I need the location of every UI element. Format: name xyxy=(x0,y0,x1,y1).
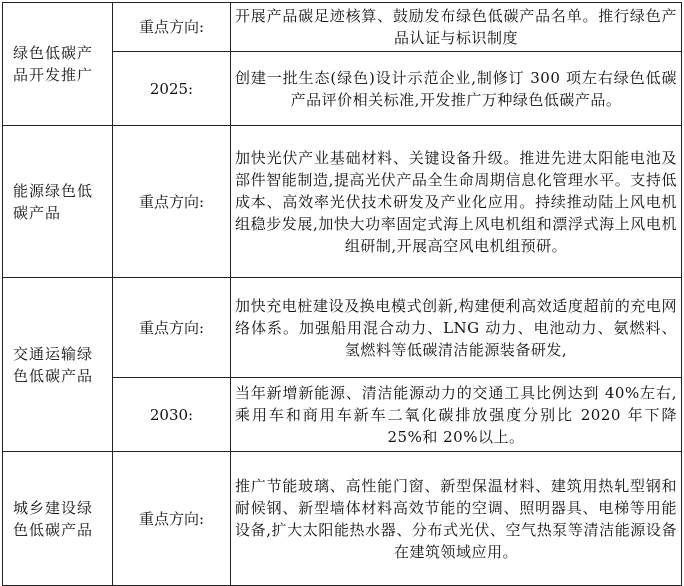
content-cell: 加快充电桩建设及换电模式创新,构建便利高效适度超前的充电网络体系。加强船用混合动力、LNG 动力、电池动力、氨燃料、氢燃料等低碳清洁能源装备研发, xyxy=(231,278,682,378)
table-row xyxy=(3,452,682,586)
category-cell: 能源绿色低碳产品 xyxy=(3,126,113,278)
category-cell: 绿色低碳产品开发推广 xyxy=(3,3,113,126)
direction-cell: 重点方向: xyxy=(113,3,231,52)
category-cell: 交通运输绿色低碳产品 xyxy=(3,278,113,452)
direction-cell: 重点方向: xyxy=(113,278,231,378)
content-cell: 当年新增新能源、清洁能源动力的交通工具比例达到 40%左右,乘用车和商用车新车二氧化碳排放强度分别比 2020 年下降 25%和 20%以上。 xyxy=(231,378,682,452)
direction-cell: 重点方向: xyxy=(113,126,231,278)
content-cell: 推广节能玻璃、高性能门窗、新型保温材料、建筑用热轧型钢和耐候钢、新型墙体材料高效节能的空调、照明器具、电梯等用能设备,扩大太阳能热水器、分布式光伏、空气热泵等清洁能源设备在建筑领域应用。 xyxy=(231,452,682,586)
policy-table xyxy=(2,2,682,586)
category-cell: 城乡建设绿色低碳产品 xyxy=(3,452,113,586)
table-row xyxy=(3,278,682,378)
table-row xyxy=(3,3,682,52)
content-cell: 创建一批生态(绿色)设计示范企业,制修订 300 项左右绿色低碳产品评价相关标准,开发推广万种绿色低碳产品。 xyxy=(231,52,682,126)
direction-cell: 重点方向: xyxy=(113,452,231,586)
content-cell: 开展产品碳足迹核算、鼓励发布绿色低碳产品名单。推行绿色产品认证与标识制度 xyxy=(231,3,682,52)
table-row xyxy=(3,126,682,278)
direction-cell: 2030: xyxy=(113,378,231,452)
direction-cell: 2025: xyxy=(113,52,231,126)
content-cell: 加快光伏产业基础材料、关键设备升级。推进先进太阳能电池及部件智能制造,提高光伏产品全生命周期信息化管理水平。支持低成本、高效率光伏技术研发及产业化应用。持续推动陆上风电机组稳步发展,加快大功率固定式海上风电机组和漂浮式海上风电机组研制,开展高空风电机组预研。 xyxy=(231,126,682,278)
